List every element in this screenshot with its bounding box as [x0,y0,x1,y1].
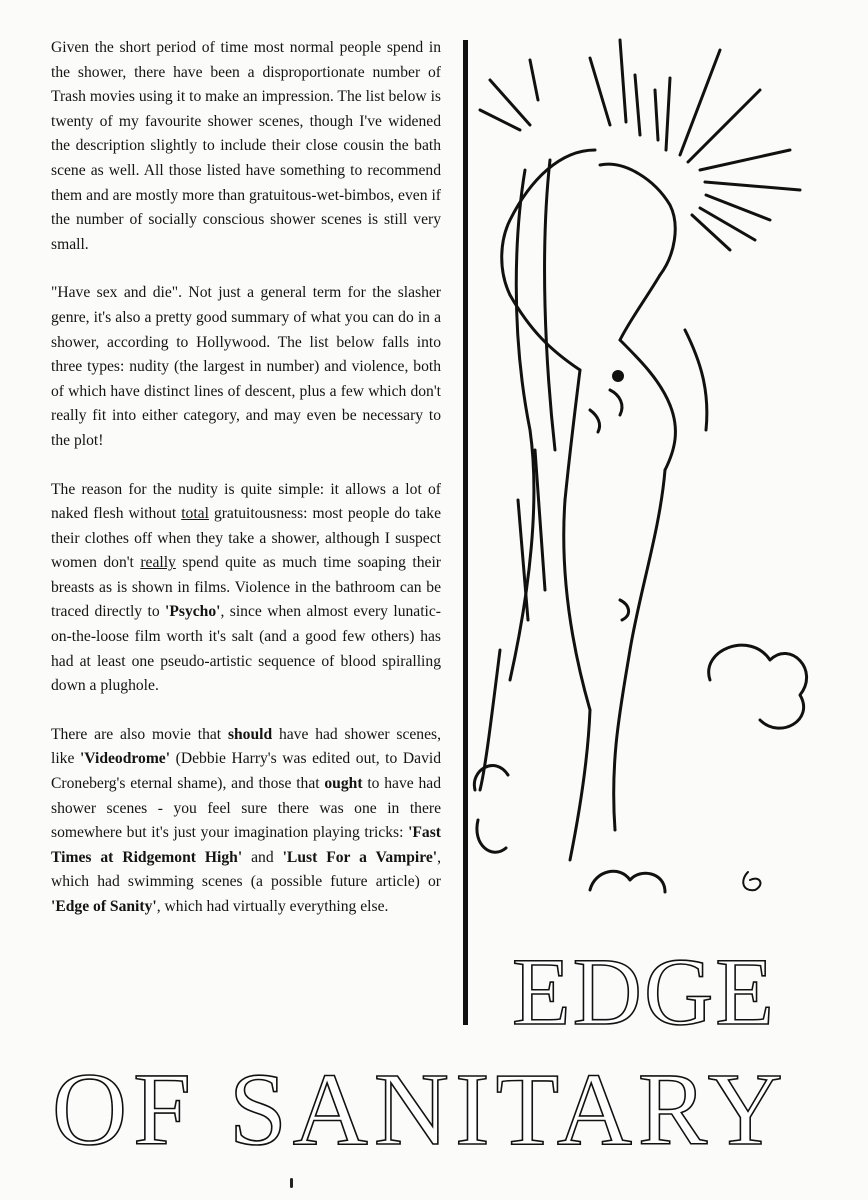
emphasis-bold: ought [324,775,363,793]
title-line-2: OF SANITARY [52,1052,789,1167]
figure-outline [480,150,707,860]
emphasis-bold: 'Edge of Sanity' [51,898,157,915]
article-paragraph [51,723,441,920]
steam-clouds [474,645,806,892]
text-run: (Debbie Harry's was edited out, to David Croneberg's eternal shame), and those that [51,750,441,793]
emphasis-bold: should [227,725,273,743]
article-paragraph [51,36,441,257]
text-run: "Have sex and die". Not just a general term for the slasher genre, it's also a pretty good summary of what you can do in a shower, according to Hollywood. The list below falls into three types: nudity (the largest in number) and violence, both of which have distinct lines of descent, plus a few which don't really fit into either category, and may even be necessary to the plot! [51,284,441,449]
text-run: Given the short period of time most normal people spend in the shower, there have been a disproportionate number of Trash movies using it to make an impression. The list below is twenty of my favourite shower scenes, though I've widened the description slightly to include their close cousin the bath scene as well. All those listed have something to recommend them and are mostly more than gratuitous-wet-bimbos, even if the number of socially conscious shower scenes is still very small. [51,39,441,253]
title-line-1: EDGE [512,938,776,1045]
text-run: , which had virtually everything else. [156,898,389,915]
print-speck [290,1178,293,1188]
emphasis-bold: 'Lust For a Vampire' [282,848,438,866]
emphasis-bold: 'Fast Times at Ridgemont High' [51,824,441,866]
eye-mark [612,370,624,382]
article-body [51,36,441,944]
article-paragraph [51,478,441,699]
vertical-divider [463,40,468,1025]
emphasis-bold: 'Psycho' [165,603,221,621]
text-run: and [242,848,283,866]
text-run: gratuitousness: most people do take their clothes off when they take a shower, although I suspect women don't [51,505,441,572]
text-run: , which had swimming scenes (a possible future article) or [51,848,441,891]
water-spray [480,40,800,250]
text-run: The reason for the nudity is quite simple: it allows a lot of naked flesh without [51,480,441,523]
text-run: , since when almost every lunatic-on-the-loose film worth it's salt (and a good few others) has had at least one pseudo-artistic sequence of blood spiralling down a plughole. [51,603,441,695]
emphasis-underline: really [140,554,176,572]
text-run: spend quite as much time soaping their breasts as is shown in films. Violence in the bathroom can be traced directly to [51,554,441,621]
shower-illustration [470,30,865,930]
emphasis-underline: total [181,505,209,523]
text-run: There are also movie that [51,725,228,743]
emphasis-bold: 'Videodrome' [79,750,171,768]
article-paragraph [51,281,441,453]
text-run: to have had shower scenes - you feel sure there was one in there somewhere but it's just your imagination playing tricks: [51,775,441,842]
text-run: have had shower scenes, like [51,725,441,768]
